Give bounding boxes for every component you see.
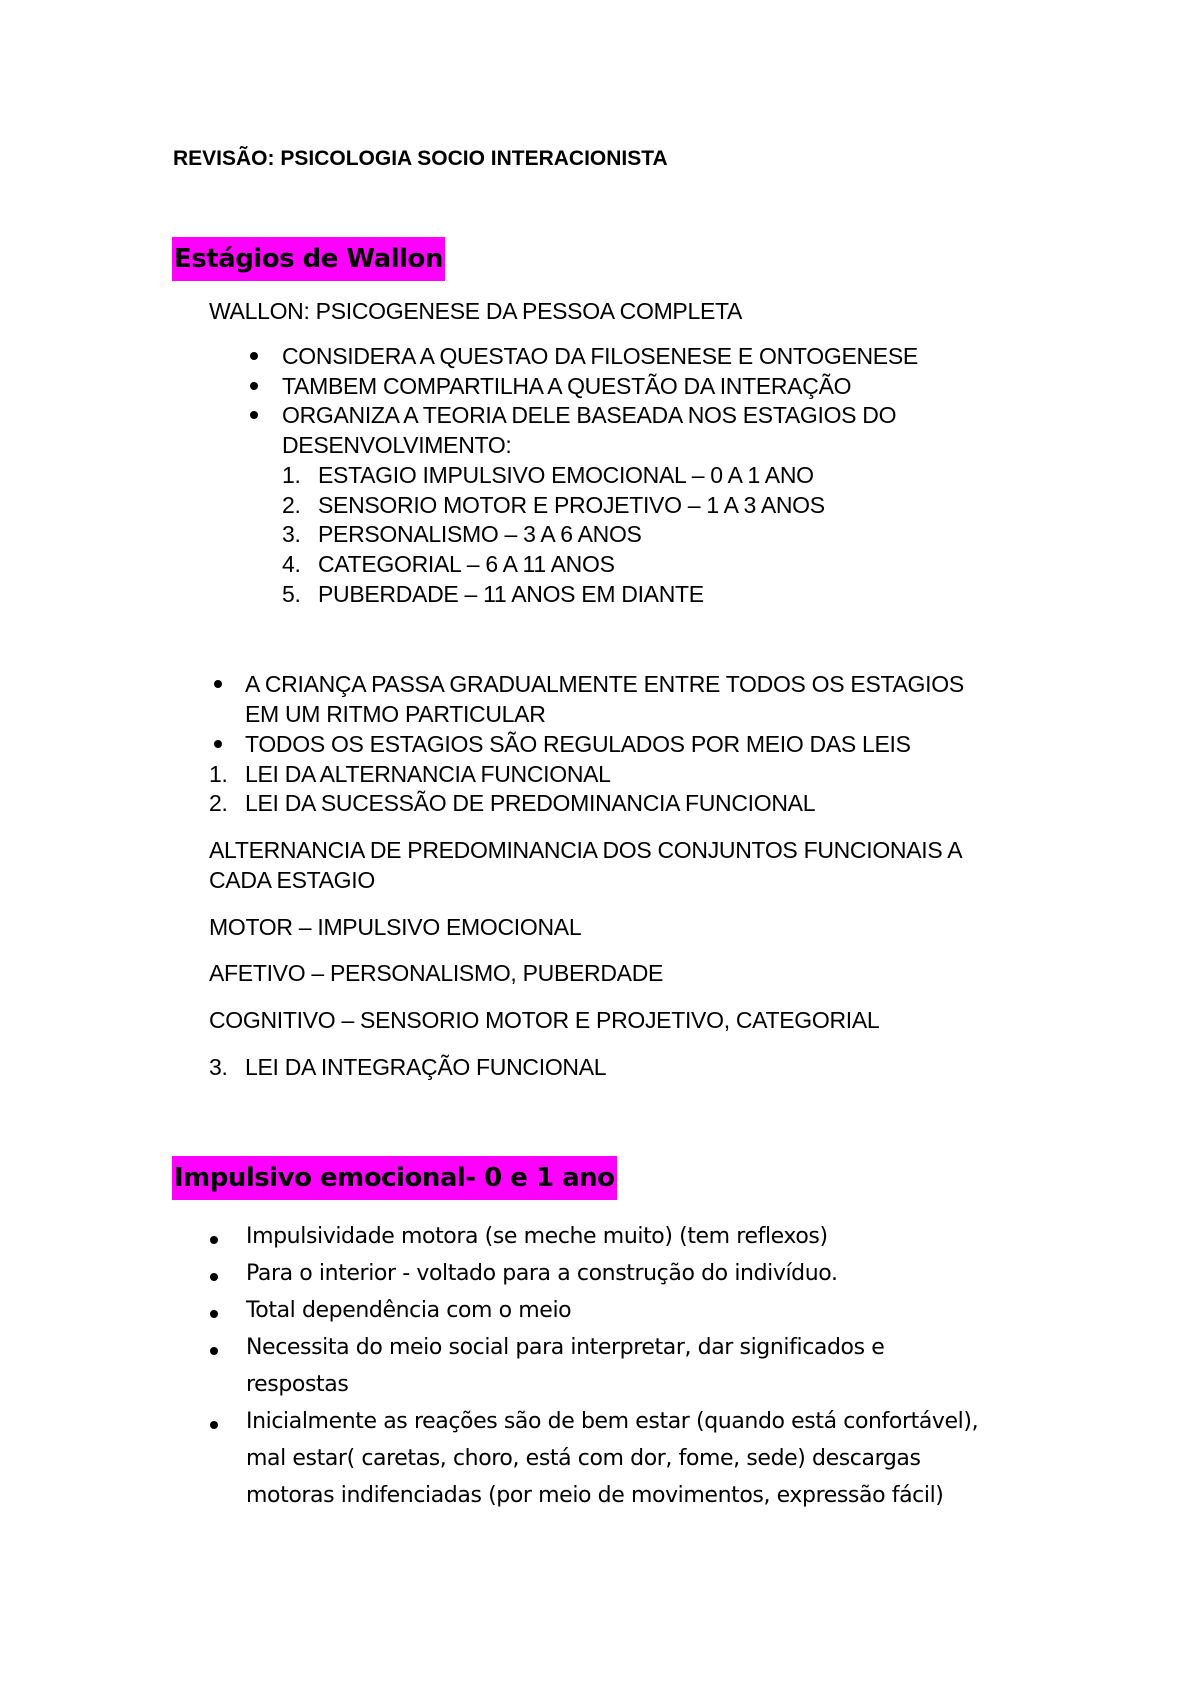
bullet-icon — [250, 411, 258, 419]
list-item-continuation: motoras indifenciadas (por meio de movimentos, expressão fácil) — [246, 1483, 944, 1508]
list-item: A CRIANÇA PASSA GRADUALMENTE ENTRE TODOS OS ESTAGIOS — [245, 671, 964, 697]
stage-item: ESTAGIO IMPULSIVO EMOCIONAL – 0 A 1 ANO — [318, 462, 814, 488]
list-item-continuation: DESENVOLVIMENTO: — [282, 432, 512, 458]
document-title: REVISÃO: PSICOLOGIA SOCIO INTERACIONISTA — [173, 147, 668, 170]
paragraph-cognitivo: COGNITIVO – SENSORIO MOTOR E PROJETIVO, CATEGORIAL — [209, 1007, 880, 1033]
bullet-icon — [210, 1347, 218, 1355]
paragraph-motor: MOTOR – IMPULSIVO EMOCIONAL — [209, 914, 582, 940]
paragraph-line: CADA ESTAGIO — [209, 867, 375, 893]
list-item: Total dependência com o meio — [246, 1298, 572, 1323]
bullet-icon — [210, 1310, 218, 1318]
list-number: 2. — [209, 790, 228, 816]
list-item: CONSIDERA A QUESTAO DA FILOSENESE E ONTOGENESE — [282, 343, 918, 369]
bullet-icon — [214, 680, 222, 688]
list-item-continuation: respostas — [246, 1372, 349, 1397]
law-item: LEI DA INTEGRAÇÃO FUNCIONAL — [245, 1054, 607, 1080]
list-item: Inicialmente as reações são de bem estar (quando está confortável), — [246, 1409, 979, 1434]
bullet-icon — [214, 740, 222, 748]
bullet-icon — [210, 1421, 218, 1429]
bullet-icon — [210, 1236, 218, 1244]
section-heading-impulsivo: Impulsivo emocional- 0 e 1 ano — [172, 1156, 617, 1200]
list-item: TODOS OS ESTAGIOS SÃO REGULADOS POR MEIO DAS LEIS — [245, 731, 911, 757]
stage-item: PERSONALISMO – 3 A 6 ANOS — [318, 521, 642, 547]
list-number: 1. — [282, 462, 301, 488]
list-number: 5. — [282, 581, 301, 607]
list-item: Para o interior - voltado para a construção do indivíduo. — [246, 1261, 838, 1286]
bullet-icon — [250, 382, 258, 390]
list-number: 4. — [282, 551, 301, 577]
list-item: TAMBEM COMPARTILHA A QUESTÃO DA INTERAÇÃO — [282, 373, 852, 399]
law-item: LEI DA ALTERNANCIA FUNCIONAL — [245, 761, 611, 787]
intro-line: WALLON: PSICOGENESE DA PESSOA COMPLETA — [209, 298, 743, 324]
paragraph-line: ALTERNANCIA DE PREDOMINANCIA DOS CONJUNTOS FUNCIONAIS A — [209, 837, 963, 863]
list-number: 3. — [209, 1054, 228, 1080]
stage-item: PUBERDADE – 11 ANOS EM DIANTE — [318, 581, 704, 607]
paragraph-afetivo: AFETIVO – PERSONALISMO, PUBERDADE — [209, 960, 664, 986]
bullet-icon — [250, 352, 258, 360]
bullet-icon — [210, 1273, 218, 1281]
list-number: 2. — [282, 492, 301, 518]
stage-item: CATEGORIAL – 6 A 11 ANOS — [318, 551, 615, 577]
list-number: 1. — [209, 761, 228, 787]
law-item: LEI DA SUCESSÃO DE PREDOMINANCIA FUNCIONAL — [245, 790, 816, 816]
section-heading-wallon: Estágios de Wallon — [172, 237, 445, 281]
list-item: Impulsividade motora (se meche muito) (tem reflexos) — [246, 1224, 828, 1249]
list-number: 3. — [282, 521, 301, 547]
stage-item: SENSORIO MOTOR E PROJETIVO – 1 A 3 ANOS — [318, 492, 825, 518]
list-item: Necessita do meio social para interpretar, dar significados e — [246, 1335, 885, 1360]
list-item: ORGANIZA A TEORIA DELE BASEADA NOS ESTAGIOS DO — [282, 402, 897, 428]
list-item-continuation: mal estar( caretas, choro, está com dor, fome, sede) descargas — [246, 1446, 921, 1471]
list-item-continuation: EM UM RITMO PARTICULAR — [245, 701, 546, 727]
